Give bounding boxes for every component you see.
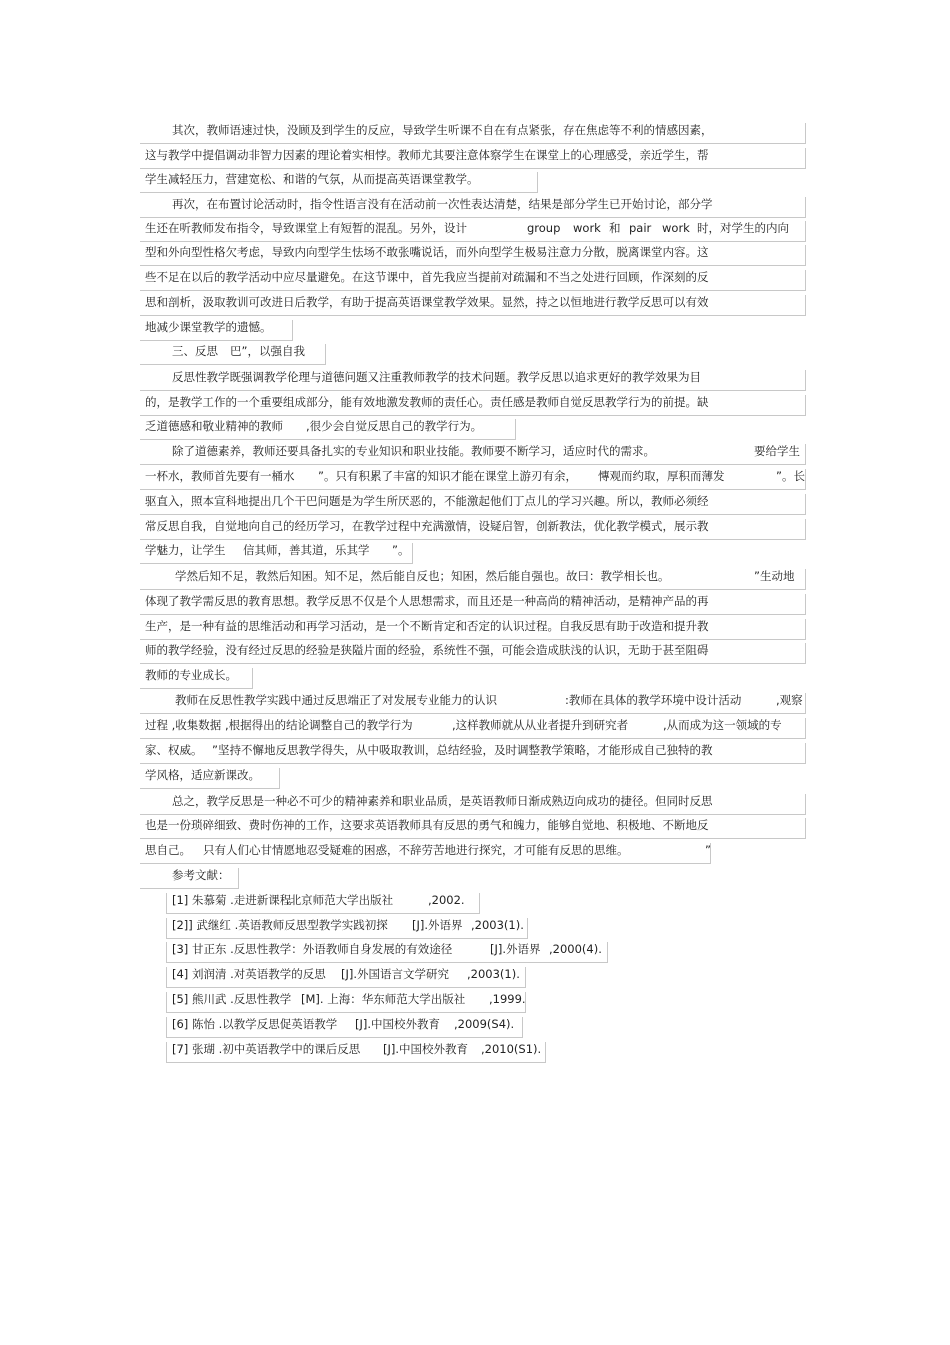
text-segment: 一杯水，教师首先要有一桶水: [145, 469, 295, 483]
text-line: [0, 393, 950, 417]
text-line: [0, 841, 950, 865]
text-segment: 生产，是一种有益的思维活动和再学习活动，是一个不断肯定和否定的认识过程。自我反思有助于改造和提升教: [145, 619, 709, 633]
text-segment: 家、权威。: [145, 743, 203, 757]
reference-item: [0, 916, 950, 940]
text-line: [0, 195, 950, 219]
text-segment: 学魅力，让学生: [145, 543, 226, 557]
text-line: [0, 492, 950, 516]
reference-item: [0, 940, 950, 964]
text-line: [0, 170, 950, 194]
text-segment: 反思性教学既强调教学伦理与道德问题又注重教师教学的技术问题。教学反思以追求更好的教学效果为目: [172, 370, 701, 384]
text-segment: 型和外向型性格欠考虑，导致内向型学生怯场不敢张嘴说话，而外向型学生极易注意力分散，脱离课堂内容。这: [145, 245, 709, 259]
reference-segment: [J].外国语言文学研究: [341, 967, 450, 981]
text-line: [0, 792, 950, 816]
reference-item: [0, 891, 950, 915]
text-line: [0, 816, 950, 840]
text-segment: ,观察: [776, 693, 803, 707]
reference-segment: .北京师范大学出版社: [286, 893, 394, 907]
text-segment: ,很少会自觉反思自己的教学行为。: [306, 419, 483, 433]
text-line: [0, 592, 950, 616]
reference-segment: [1] 朱慕菊 .走进新课程: [172, 893, 292, 907]
text-segment: 教师在反思性教学实践中通过反思端正了对发展专业能力的认识: [175, 693, 497, 707]
text-segment: 只有人们心甘情愿地忍受疑难的困惑，不辞劳苦地进行探究，才可能有反思的思维。: [203, 843, 629, 857]
text-line: [0, 417, 950, 441]
reference-segment: ,2003(1).: [467, 967, 520, 981]
reference-segment: [7] 张瑚 .初中英语教学中的课后反思: [172, 1042, 361, 1056]
text-segment: 要给学生: [754, 444, 800, 458]
text-segment: 巴”，以强自我: [230, 344, 305, 358]
text-segment: 信其师，善其道，乐其学: [243, 543, 370, 557]
text-line: [0, 318, 950, 342]
reference-segment: ,1999.: [489, 992, 526, 1006]
reference-segment: [J].中国校外教育: [355, 1017, 441, 1031]
text-line: [0, 146, 950, 170]
reference-segment: [6] 陈怡 .以教学反思促英语教学: [172, 1017, 338, 1031]
text-segment: ,这样教师就从从业者提升到研究者: [452, 718, 629, 732]
reference-item: [0, 1040, 950, 1064]
text-segment: 些不足在以后的教学活动中应尽量避免。在这节课中，首先我应当提前对疏漏和不当之处进行回顾，作深刻的反: [145, 270, 709, 284]
text-segment: ”。长: [776, 469, 805, 483]
text-line: [0, 293, 950, 317]
text-segment: 地减少课堂教学的遗憾。: [145, 320, 272, 334]
text-segment: 也是一份琐碎细致、费时伤神的工作，这要求英语教师具有反思的勇气和魄力，能够自觉地、积极地、不断地反: [145, 818, 709, 832]
text-line: [0, 641, 950, 665]
text-line: [0, 243, 950, 267]
text-line: [0, 666, 950, 690]
text-line: [0, 567, 950, 591]
reference-segment: ,2002.: [428, 893, 465, 907]
text-segment: 这与教学中提倡调动非智力因素的理论着实相悖。教师尤其要注意体察学生在课堂上的心理感受，亲近学生，帮: [145, 148, 709, 162]
text-segment: 除了道德素养，教师还要具备扎实的专业知识和职业技能。教师要不断学习，适应时代的需求。: [172, 444, 655, 458]
reference-segment: [3] 甘正东 .反思性教学：外语教师自身发展的有效途径: [172, 942, 453, 956]
reference-item: [0, 990, 950, 1014]
reference-segment: ,2009(S4).: [454, 1017, 515, 1031]
text-segment: group: [527, 221, 561, 235]
text-segment: 乏道德感和敬业精神的教师: [145, 419, 283, 433]
reference-segment: ,2000(4).: [549, 942, 602, 956]
text-segment: 常反思自我，自觉地向自己的经历学习，在教学过程中充满激情，设疑启智，创新教法，优化教学模式，展示教: [145, 519, 709, 533]
text-segment: 思和剖析，汲取教训可改进日后教学，有助于提高英语课堂教学效果。显然，持之以恒地进行教学反思可以有效: [145, 295, 709, 309]
text-line: [0, 268, 950, 292]
text-segment: 思自己。: [145, 843, 191, 857]
reference-segment: ,2003(1).: [471, 918, 524, 932]
reference-segment: [5] 熊川武 .反思性教学: [172, 992, 292, 1006]
reference-segment: [J].外语界: [490, 942, 541, 956]
text-segment: 总之，教学反思是一种必不可少的精神素养和职业品质，是英语教师日渐成熟迈向成功的捷径。但同时反思: [172, 794, 713, 808]
text-segment: 的，是教学工作的一个重要组成部分，能有效地激发教师的责任心。责任感是教师自觉反思教学行为的前提。缺: [145, 395, 709, 409]
text-segment: :教师在具体的教学环境中设计活动: [565, 693, 742, 707]
text-line: [0, 866, 950, 890]
text-segment: 生还在听教师发布指令，导致课堂上有短暂的混乱。另外，设计: [145, 221, 467, 235]
text-segment: 学然后知不足，教然后知困。知不足，然后能自反也；知困，然后能自强也。故曰：教学相长也。: [175, 569, 670, 583]
text-segment: work: [662, 221, 690, 235]
text-segment: 过程 ,收集数据 ,根据得出的结论调整自己的教学行为: [145, 718, 413, 732]
text-segment: pair: [629, 221, 652, 235]
text-line: [0, 716, 950, 740]
reference-segment: [M]. 上海：华东师范大学出版社: [301, 992, 466, 1006]
reference-segment: [4] 刘润清 .对英语教学的反思: [172, 967, 326, 981]
text-segment: 体现了教学需反思的教育思想。教学反思不仅是个人思想需求，而且还是一种高尚的精神活动，是精神产品的再: [145, 594, 709, 608]
text-line: [0, 368, 950, 392]
text-segment: work: [573, 221, 601, 235]
text-segment: 学风格，适应新课改。: [145, 768, 260, 782]
text-segment: ”坚持不懈地反思教学得失，从中吸取教训，总结经验，及时调整教学策略，才能形成自己独特的教: [212, 743, 713, 757]
text-line: [0, 219, 950, 243]
text-line: [0, 467, 950, 491]
text-segment: 学生减轻压力，营建宽松、和谐的气氛，从而提高英语课堂教学。: [145, 172, 479, 186]
text-line: [0, 442, 950, 466]
text-segment: 慱观而约取，厚积而薄发: [598, 469, 725, 483]
text-line: [0, 342, 950, 366]
text-line: [0, 741, 950, 765]
text-line: [0, 766, 950, 790]
reference-segment: [J].中国校外教育: [383, 1042, 469, 1056]
reference-item: [0, 1015, 950, 1039]
text-segment: ”生动地: [754, 569, 795, 583]
text-segment: ”: [705, 843, 711, 857]
reference-segment: [J].外语界: [412, 918, 463, 932]
text-line: [0, 617, 950, 641]
text-segment: 师的教学经验，没有经过反思的经验是狭隘片面的经验，系统性不强，可能会造成肤浅的认识，无助于甚至阻碍: [145, 643, 709, 657]
text-segment: 参考文献：: [172, 868, 230, 882]
text-segment: 驱直入，照本宣科地提出几个干巴问题是为学生所厌恶的，不能激起他们丁点儿的学习兴趣。所以，教师必须经: [145, 494, 709, 508]
text-segment: 再次，在布置讨论活动时，指令性语言没有在活动前一次性表达清楚，结果是部分学生已开始讨论，部分学: [172, 197, 713, 211]
text-segment: ”。: [392, 543, 410, 557]
reference-segment: ,2010(S1).: [481, 1042, 542, 1056]
reference-item: [0, 965, 950, 989]
text-segment: 其次，教师语速过快，没顾及到学生的反应，导致学生听课不自在有点紧张，存在焦虑等不利的情感因素，: [172, 123, 713, 137]
text-line: [0, 691, 950, 715]
text-line: [0, 121, 950, 145]
text-line: [0, 541, 950, 565]
text-segment: ”。只有积累了丰富的知识才能在课堂上游刃有余，: [318, 469, 577, 483]
text-segment: 和: [609, 221, 621, 235]
text-segment: 时，对学生的内向: [697, 221, 789, 235]
reference-segment: [2]] 武继红 .英语教师反思型教学实践初探: [172, 918, 388, 932]
text-line: [0, 517, 950, 541]
text-segment: ,从而成为这一领域的专: [663, 718, 782, 732]
text-segment: 三、反思: [172, 344, 218, 358]
text-segment: 教师的专业成长。: [145, 668, 237, 682]
